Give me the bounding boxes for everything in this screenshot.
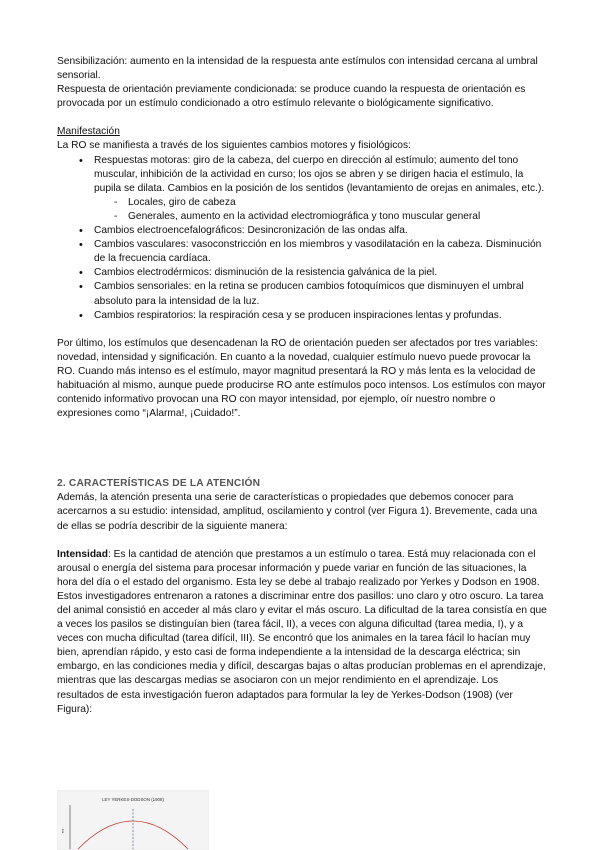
heading-manifestacion: Manifestación — [57, 126, 120, 138]
list-item — [57, 154, 547, 224]
y-axis-tick-label: ▪▪▪ — [60, 828, 65, 833]
section-heading: 2. CARACTERÍSTICAS DE LA ATENCIÓN — [57, 478, 261, 490]
sub-list-item: - Locales, giro de cabeza — [57, 196, 547, 210]
intensidad-term: Intensidad — [57, 548, 108, 560]
figure-graphic — [58, 791, 208, 849]
manifestacion-list — [57, 154, 547, 323]
list-item: • Cambios sensoriales: en la retina se producen cambios fotoquímicos que disminuyen el umbral absoluto para la intensidad de la luz. — [57, 280, 547, 308]
intensidad-text: : Es la cantidad de atención que prestamos a un estímulo o tarea. Está muy relacionada con el arousal o energía del sistema para procesar información y puede variar en función de las situaciones, la hora del día o el estado del organismo. Esta ley se debe al trabajo realizado por Yerkes y Dodson en 1908. Estos investigadores entrenaron a ratones a discriminar entre dos pasillos: uno claro y otro oscuro. La tarea del animal consistió en acceder al más claro y evitar el más oscuro. La dificultad de la tarea consistía en que a veces los pasilos se distinguían bien (tarea fácil, II), a veces con alguna dificultad (tarea media, I), y a veces con mucha dificultad (tarea difícil, III). Se encontró que los animales en la tarea fácil lo hacían muy bien, aprendían rápido, y esto casi de forma independiente a la intensidad de la descarga eléctrica; sin embargo, en las condiciones media y difícil, descargas bajas o altas producían problemas en el aprendizaje, mientras que las descargas medias se asociaron con un mejor rendimiento en el aprendizaje. Los resultados de esta investigación fueron adaptados para formular la ley de Yerkes-Dodson (1908) (ver Figura): — [57, 548, 547, 715]
document-page — [57, 55, 547, 717]
paragraph-intensidad — [57, 548, 547, 717]
list-item: • Cambios electrodérmicos: disminución de la resistencia galvánica de la piel. — [57, 266, 547, 280]
list-item: • Cambios respiratorios: la respiración cesa y se producen inspiraciones lentas y profundas. — [57, 309, 547, 323]
paragraph-conclusion: Por último, los estímulos que desencadenan la RO de orientación pueden ser afectados por tres variables: novedad, intensidad y significación. En cuanto a la novedad, cualquier estímulo nuevo puede provocar la RO. Cuando más intenso es el estímulo, mayor magnitud presentará la RO y más lenta es la velocidad de habituación al mismo, aunque puede producirse RO ante estímulos poco intensos. Los estímulos con mayor contenido informativo provocan una RO con mayor intensidad, por ejemplo, oír nuestro nombre o expresiones como “¡Alarma!, ¡Cuidado!”. — [57, 337, 546, 420]
yerkes-dodson-figure — [57, 790, 209, 850]
figure-title: LEY YERKES-DODSON (1908) — [102, 797, 164, 802]
manifestacion-lead: La RO se manifiesta a través de los siguientes cambios motores y fisiológicos: — [57, 140, 411, 152]
section-intro: Además, la atención presenta una serie de características o propiedades que debemos conocer para acercarnos a su estudio: intensidad, amplitud, oscilamiento y control (ver Figura 1). Brevemente, cada una de ellas se podría describir de la siguiente manera: — [57, 492, 538, 532]
list-item-text: Respuestas motoras: giro de la cabeza, del cuerpo en dirección al estímulo; aumento del tono muscular, inhibición de la actividad en curso; los ojos se abren y se dirigen hacia el estímulo, la pupila se dilata. Cambios en la posición de los sentidos (levantamiento de orejas en animales, etc.). — [94, 154, 545, 194]
paragraph-sensibilizacion: Sensibilización: aumento en la intensidad de la respuesta ante estímulos con intensidad cercana al umbral sensorial. — [57, 56, 538, 82]
sub-list — [57, 196, 547, 224]
sub-list-item: - Generales, aumento en la actividad electromiográfica y tono muscular general — [57, 210, 547, 224]
paragraph-respuesta-condicionada: Respuesta de orientación previamente condicionada: se produce cuando la respuesta de orientación es provocada por un estímulo condicionado a otro estímulo relevante o biológicamente significativo. — [57, 84, 526, 110]
list-item: • Cambios vasculares: vasoconstricción en los miembros y vasodilatación en la cabeza. Disminución de la frecuencia cardíaca. — [57, 238, 547, 266]
list-item: • Cambios electroencefalográficos: Desincronización de las ondas alfa. — [57, 224, 547, 238]
